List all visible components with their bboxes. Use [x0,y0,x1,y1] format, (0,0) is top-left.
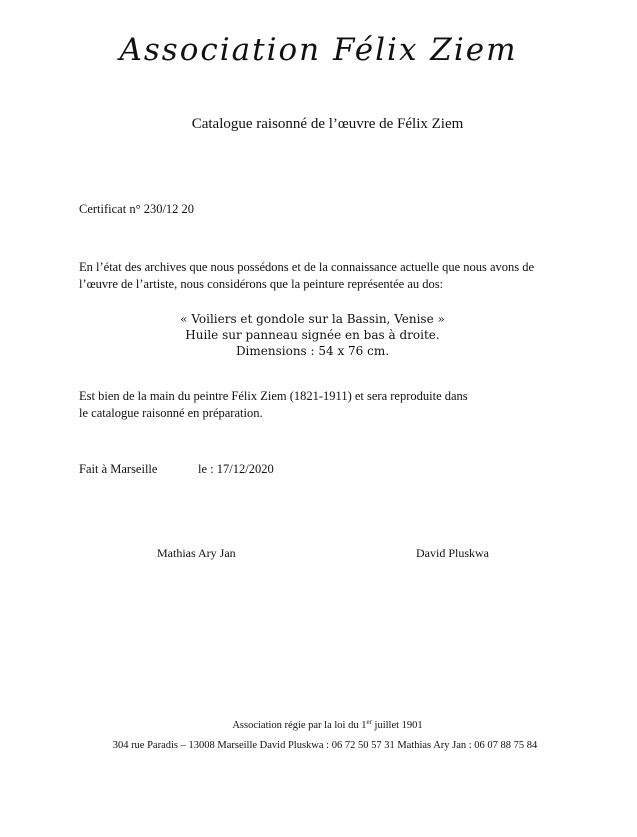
signatory-right: David Pluskwa [416,546,489,560]
catalogue-subtitle: Catalogue raisonné de l’œuvre de Félix Ziem [191,116,464,132]
footer-law-sup: er [366,718,372,726]
painting-medium: Huile sur panneau signée en bas à droite. [185,328,440,342]
intro-text-line-1: En l’état des archives que nous possédons et de la connaissance actuelle que nous avons de [79,260,535,274]
attribution-line-1: Est bien de la main du peintre Félix Ziem (1821-1911) et sera reproduite dans [79,389,468,403]
footer-law-notice [0,718,637,731]
footer-contact: 304 rue Paradis – 13008 Marseille David Pluskwa : 06 72 50 57 31 Mathias Ary Jan : 06 07 88 75 84 [112,740,538,751]
painting-description [0,311,625,359]
attribution-line-2: le catalogue raisonné en préparation. [79,406,263,420]
signatory-left: Mathias Ary Jan [157,546,236,560]
painting-dimensions: Dimensions : 54 x 76 cm. [235,344,390,358]
intro-text-line-2: l’œuvre de l’artiste, nous considérons que la peinture représentée au dos: [79,277,444,291]
date-label: le : 17/12/2020 [198,462,274,476]
association-title: Association Félix Ziem [119,32,518,68]
certificate-number: Certificat n° 230/12 20 [79,202,195,216]
painting-title: « Voiliers et gondole sur la Bassin, Venise » [180,312,445,326]
place-label: Fait à Marseille [79,462,158,476]
footer-law-prefix: Association régie par la loi du 1 [232,720,367,731]
footer-law-suffix: juillet 1901 [371,720,423,731]
